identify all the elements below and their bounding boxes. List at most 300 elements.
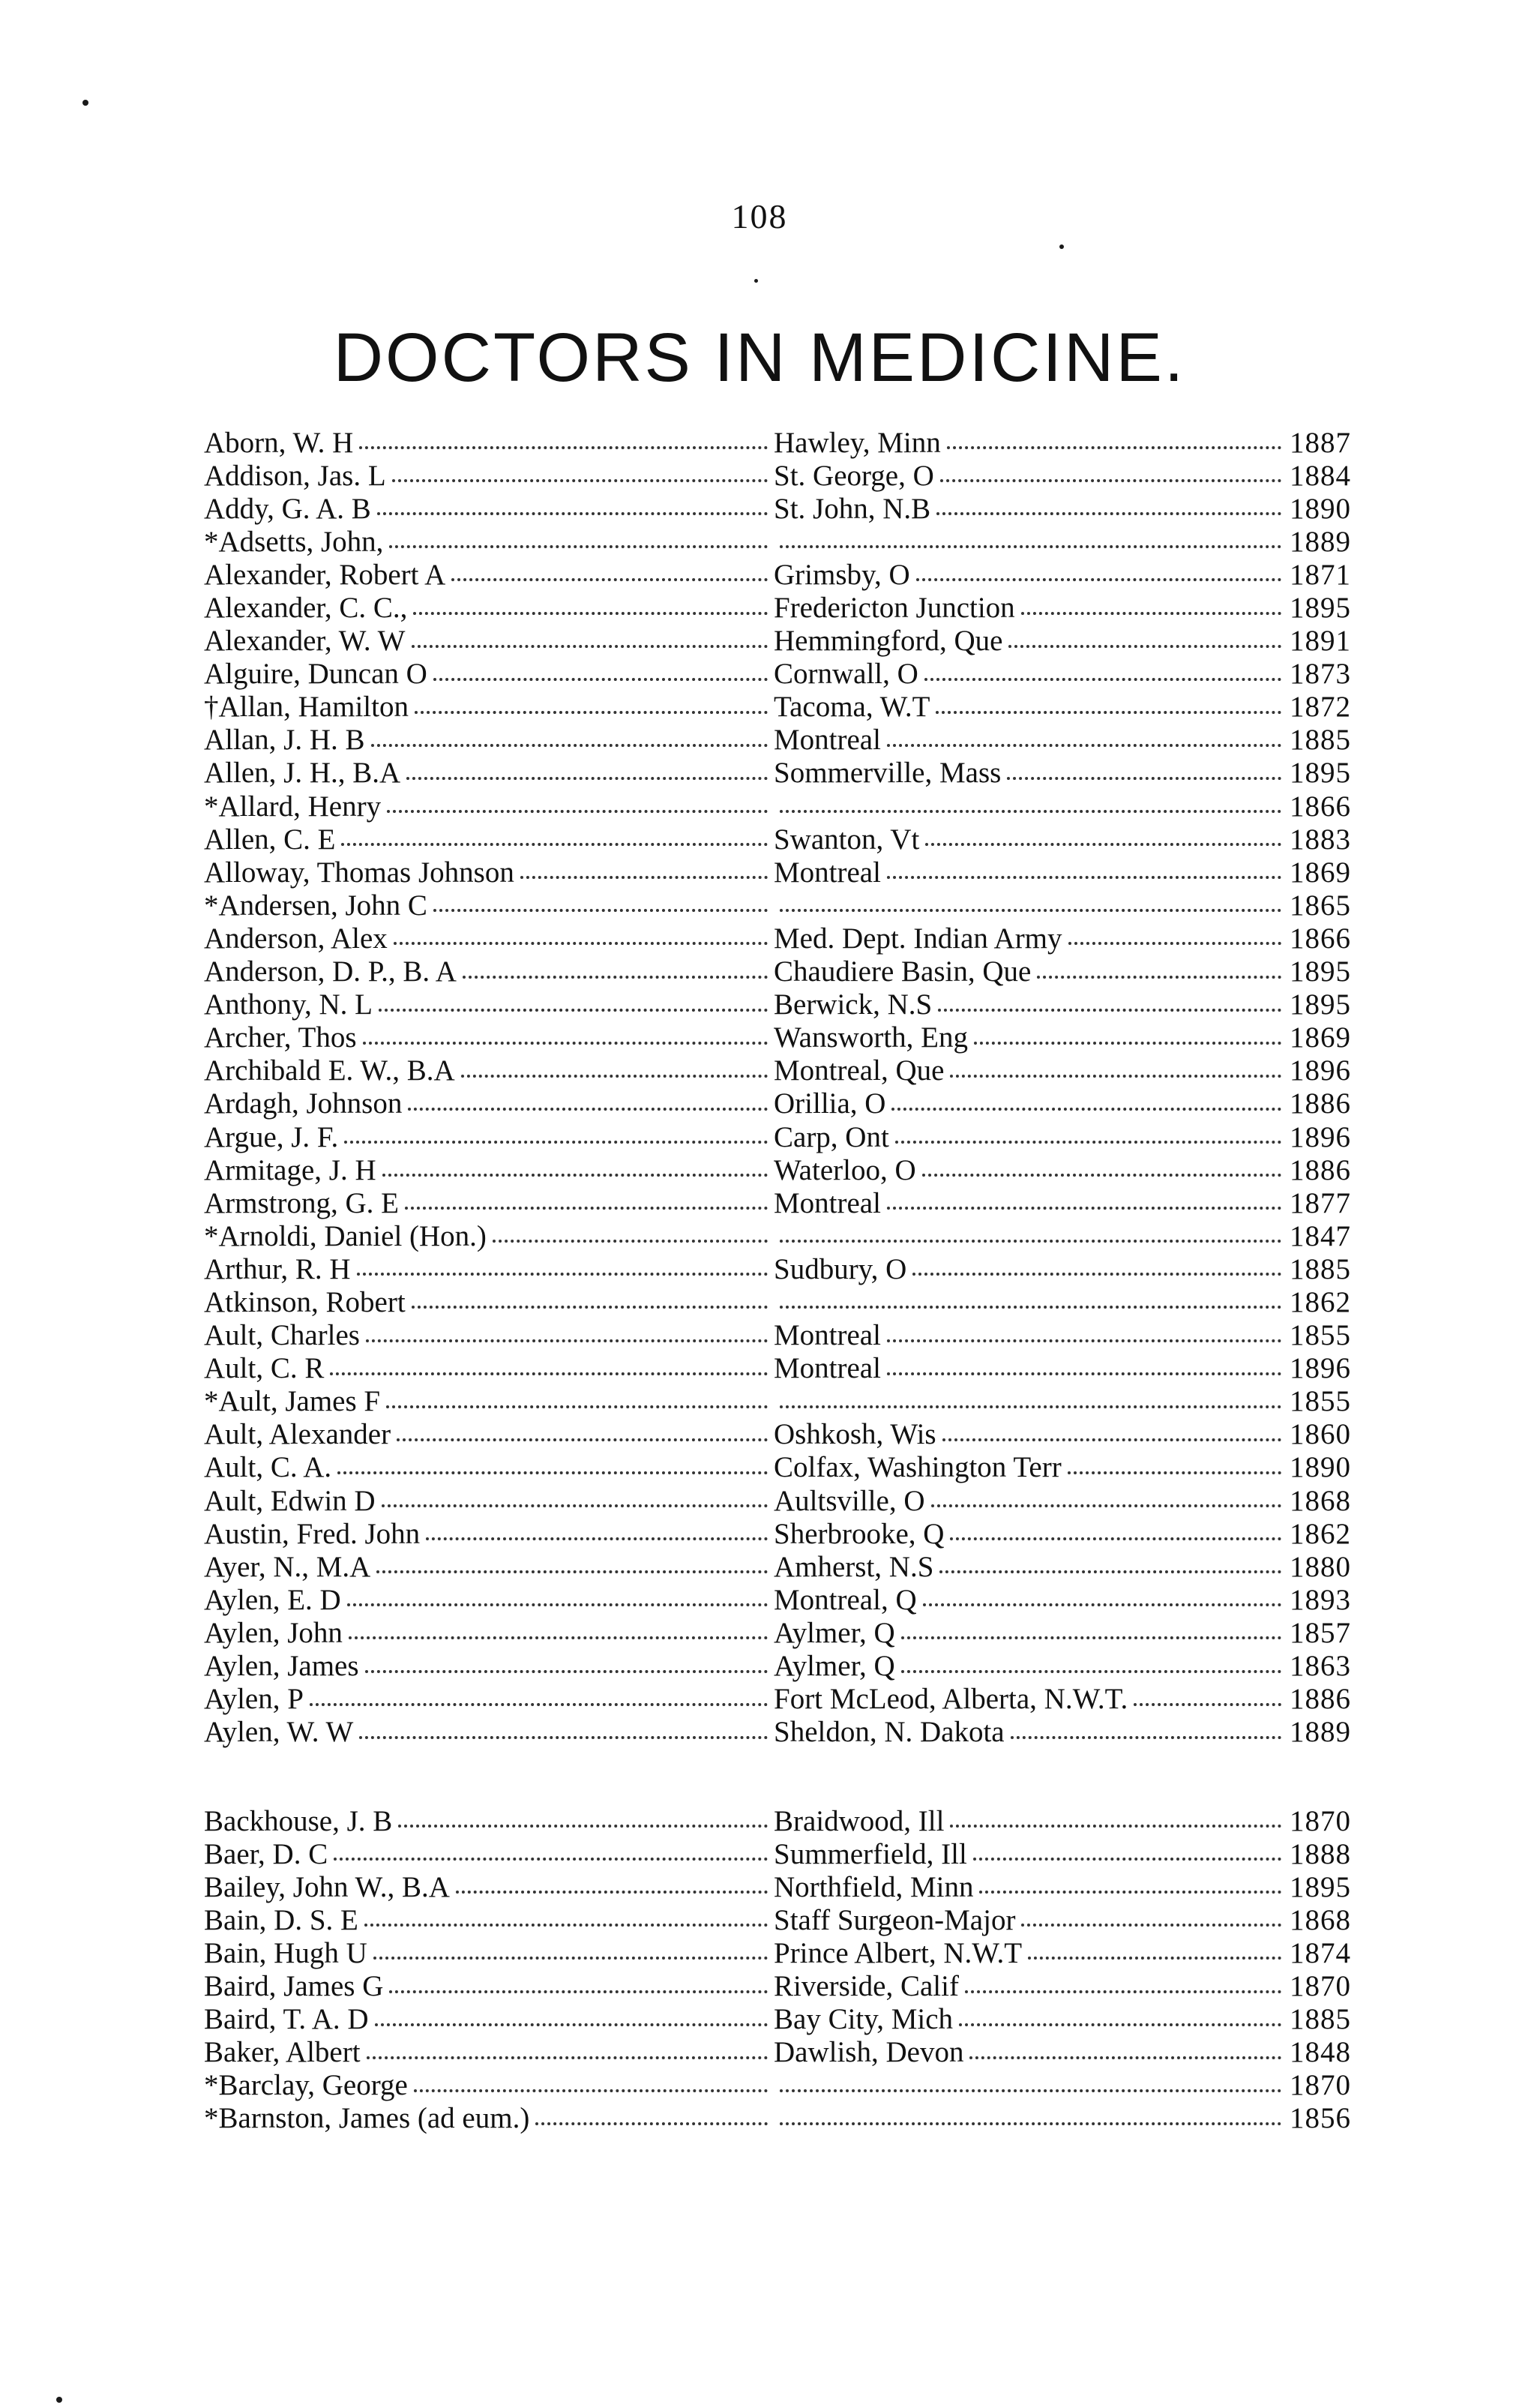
dot-leader: [367, 2056, 768, 2059]
entry-name-cell: [204, 1616, 774, 1650]
entry-year: 1888: [1290, 1837, 1351, 1870]
entry-place: Waterloo, O: [774, 1153, 916, 1186]
entry-name-cell: [204, 525, 774, 559]
list-item: [204, 2069, 1351, 2102]
entry-place-cell: [774, 1804, 1287, 1838]
entry-place-cell: [774, 2035, 1287, 2069]
dot-leader: [1028, 1957, 1281, 1960]
entry-name: Addison, Jas. L: [204, 459, 386, 492]
dot-leader: [780, 1306, 1281, 1309]
entry-place: Wansworth, Eng: [774, 1021, 968, 1054]
dot-leader: [387, 810, 768, 813]
entry-place: Chaudiere Basin, Que: [774, 955, 1032, 988]
dot-leader: [397, 1438, 768, 1441]
entry-year: 1884: [1290, 459, 1351, 492]
dot-leader: [386, 1405, 768, 1408]
list-item: [204, 889, 1351, 922]
entry-year: 1896: [1290, 1352, 1351, 1385]
entry-place: Summerfield, Ill: [774, 1837, 967, 1870]
list-item: [204, 525, 1351, 558]
dot-leader: [1134, 1703, 1281, 1706]
page-speck: [1059, 244, 1064, 249]
entry-name-cell: [204, 1550, 774, 1584]
entry-place: Bay City, Mich: [774, 2003, 954, 2036]
entry-name-cell: [204, 591, 774, 625]
entry-name: Allan, J. H. B: [204, 724, 365, 757]
entry-name: Alguire, Duncan O: [204, 658, 427, 691]
entry-place: Braidwood, Ill: [774, 1804, 945, 1837]
list-item: [204, 591, 1351, 624]
entry-place-cell: [774, 1903, 1287, 1937]
entry-name: Ault, Edwin D: [204, 1484, 376, 1517]
entry-year: 1885: [1290, 1252, 1351, 1285]
entry-year: 1886: [1290, 1087, 1351, 1120]
list-item: [204, 658, 1351, 691]
entry-name: Addy, G. A. B: [204, 492, 371, 525]
entry-place-cell: [774, 1295, 1287, 1309]
dot-leader: [451, 578, 768, 581]
entry-name-cell: [204, 756, 774, 790]
entry-place-cell: [774, 1682, 1287, 1716]
dot-leader: [974, 1042, 1281, 1045]
dot-leader: [376, 1570, 768, 1573]
entry-place: Montreal, Q: [774, 1583, 917, 1616]
dot-leader: [924, 678, 1281, 681]
dot-leader: [901, 1636, 1281, 1639]
list-item: [204, 691, 1351, 724]
dot-leader: [344, 1141, 768, 1144]
dot-leader: [426, 1537, 768, 1540]
dot-leader: [382, 1174, 768, 1177]
entry-name: Aylen, W. W: [204, 1716, 354, 1749]
entry-place: Aylmer, Q: [774, 1616, 895, 1649]
entry-name: Ayer, N., M.A: [204, 1550, 371, 1583]
dot-leader: [780, 1405, 1281, 1408]
dot-leader: [938, 1009, 1281, 1012]
entry-name: *Ault, James F: [204, 1385, 381, 1418]
entry-name: Archibald E. W., B.A: [204, 1054, 455, 1087]
list-item: [204, 1451, 1351, 1484]
entry-name-cell: [204, 1351, 774, 1385]
entry-year: 1895: [1290, 955, 1351, 988]
entry-year: 1893: [1290, 1583, 1351, 1616]
entry-place-cell: [774, 1649, 1287, 1683]
entry-place-cell: [774, 1229, 1287, 1243]
dot-leader: [959, 2023, 1281, 2026]
entry-place: Aultsville, O: [774, 1484, 925, 1517]
entry-place-cell: [774, 1153, 1287, 1187]
entry-name-cell: [204, 1583, 774, 1617]
list-item: [204, 492, 1351, 525]
entry-place-cell: [774, 988, 1287, 1021]
entry-place-cell: [774, 1616, 1287, 1650]
entry-name: Aborn, W. H: [204, 426, 354, 459]
entry-name-cell: [204, 1903, 774, 1937]
entry-place-cell: [774, 2112, 1287, 2125]
list-item: [204, 1484, 1351, 1517]
dot-leader: [382, 1504, 768, 1507]
entry-name-cell: [204, 558, 774, 592]
entry-place: Berwick, N.S: [774, 988, 933, 1021]
entry-year: 1870: [1290, 1970, 1351, 2003]
dot-leader: [887, 876, 1281, 879]
entry-year: 1885: [1290, 2003, 1351, 2036]
dot-leader: [405, 1207, 768, 1210]
entry-name-cell: [204, 2002, 774, 2036]
entry-place-cell: [774, 1395, 1287, 1408]
dot-leader: [887, 1207, 1281, 1210]
dot-leader: [1037, 976, 1281, 979]
entry-year: 1847: [1290, 1219, 1351, 1252]
dot-leader: [337, 1471, 768, 1474]
dot-leader: [925, 843, 1281, 846]
dot-leader: [922, 1174, 1281, 1177]
dot-leader: [942, 1438, 1281, 1441]
dot-leader: [364, 1924, 768, 1927]
entry-name-cell: [204, 790, 774, 823]
dot-leader: [936, 711, 1281, 714]
entry-place: Amherst, N.S: [774, 1550, 934, 1583]
list-item: [204, 1649, 1351, 1682]
dot-leader: [901, 1670, 1281, 1673]
entry-place: Oshkosh, Wis: [774, 1418, 936, 1451]
entry-year: 1889: [1290, 525, 1351, 558]
dot-leader: [916, 578, 1281, 581]
entry-name-cell: [204, 492, 774, 526]
entry-name: Backhouse, J. B: [204, 1804, 393, 1837]
entry-place: Aylmer, Q: [774, 1650, 895, 1683]
entry-place-cell: [774, 459, 1287, 493]
dot-leader: [939, 1570, 1281, 1573]
list-item: [204, 988, 1351, 1021]
entry-place-cell: [774, 558, 1287, 592]
entry-place-cell: [774, 1351, 1287, 1385]
dot-leader: [973, 1858, 1281, 1861]
list-item: [204, 1716, 1351, 1749]
entry-place-cell: [774, 492, 1287, 526]
list-item: [204, 1219, 1351, 1252]
dot-leader: [1007, 777, 1281, 780]
dot-leader: [887, 744, 1281, 747]
list-item: [204, 1804, 1351, 1837]
entry-name: Ault, C. A.: [204, 1451, 332, 1484]
list-item: [204, 1252, 1351, 1285]
list-item: [204, 625, 1351, 658]
dot-leader: [520, 876, 768, 879]
dot-leader: [780, 545, 1281, 548]
dot-leader: [413, 612, 768, 615]
list-item: [204, 922, 1351, 955]
list-item: [204, 1120, 1351, 1153]
dot-leader: [535, 2122, 768, 2125]
entry-place-cell: [774, 591, 1287, 625]
entry-place-cell: [774, 1484, 1287, 1518]
dot-leader: [969, 2056, 1281, 2059]
entry-place: Northfield, Minn: [774, 1870, 974, 1903]
list-item: [204, 757, 1351, 790]
entry-year: 1896: [1290, 1120, 1351, 1153]
entry-name: Armstrong, G. E: [204, 1186, 399, 1219]
entry-name: Bain, D. S. E: [204, 1903, 358, 1936]
entry-name-cell: [204, 1252, 774, 1286]
dot-leader: [414, 2089, 768, 2092]
entry-year: 1877: [1290, 1186, 1351, 1219]
entry-place-cell: [774, 1517, 1287, 1551]
entry-year: 1866: [1290, 790, 1351, 823]
dot-leader: [365, 1670, 768, 1673]
entry-year: 1890: [1290, 1451, 1351, 1484]
entry-name-cell: [204, 922, 774, 955]
entry-name: Aylen, E. D: [204, 1583, 341, 1616]
page-speck: [754, 279, 758, 283]
entry-name-cell: [204, 1682, 774, 1716]
list-item: [204, 1936, 1351, 1969]
entry-name: Ault, Charles: [204, 1319, 360, 1352]
entry-place: Swanton, Vt: [774, 823, 920, 856]
entry-place: Staff Surgeon-Major: [774, 1903, 1016, 1936]
entry-name-cell: [204, 723, 774, 757]
dot-leader: [389, 545, 768, 548]
entry-place: Montreal: [774, 1319, 881, 1352]
dot-leader: [887, 1372, 1281, 1375]
entry-name-cell: [204, 657, 774, 691]
page-speck: [82, 100, 88, 106]
entry-place: Sudbury, O: [774, 1252, 907, 1285]
entry-place-cell: [774, 624, 1287, 658]
entry-place: Sheldon, N. Dakota: [774, 1716, 1005, 1749]
entry-name-cell: [204, 1804, 774, 1838]
entry-place: Sherbrooke, Q: [774, 1517, 945, 1550]
entry-name: Baird, T. A. D: [204, 2003, 369, 2036]
entry-name: *Andersen, John C: [204, 889, 427, 922]
list-item: [204, 1087, 1351, 1120]
dot-leader: [363, 1042, 768, 1045]
list-item: [204, 790, 1351, 823]
entry-place-cell: [774, 799, 1287, 813]
entry-name: Aylen, James: [204, 1650, 359, 1683]
entry-year: 1873: [1290, 658, 1351, 691]
entry-place: Fredericton Junction: [774, 592, 1015, 625]
entry-year: 1886: [1290, 1683, 1351, 1716]
entry-name: Alexander, C. C.,: [204, 592, 408, 625]
entry-name-cell: [204, 690, 774, 724]
list-item: [204, 1837, 1351, 1870]
entry-name-cell: [204, 1837, 774, 1871]
entry-name-cell: [204, 1870, 774, 1904]
entry-name-cell: [204, 624, 774, 658]
entry-year: 1874: [1290, 1936, 1351, 1969]
entry-name: Bain, Hugh U: [204, 1936, 367, 1969]
entry-place-cell: [774, 1087, 1287, 1120]
page-title: DOCTORS IN MEDICINE.: [333, 319, 1186, 396]
list-item: [204, 1021, 1351, 1054]
list-item: [204, 1285, 1351, 1318]
entry-place: Fort McLeod, Alberta, N.W.T.: [774, 1683, 1128, 1716]
dot-leader: [780, 1240, 1281, 1243]
entry-place-cell: [774, 426, 1287, 460]
dot-leader: [923, 1603, 1281, 1606]
entry-year: 1862: [1290, 1285, 1351, 1318]
entry-name-cell: [204, 1484, 774, 1518]
entry-name: Ault, Alexander: [204, 1418, 391, 1451]
dot-leader: [359, 1736, 768, 1739]
entry-place-cell: [774, 657, 1287, 691]
entry-place-cell: [774, 856, 1287, 889]
list-item: [204, 1153, 1351, 1186]
entry-name-cell: [204, 1087, 774, 1120]
entry-name-cell: [204, 1318, 774, 1352]
list-item: [204, 2003, 1351, 2036]
dot-leader: [375, 2023, 768, 2026]
entry-name-cell: [204, 1021, 774, 1054]
dot-leader: [366, 1339, 768, 1342]
entry-name-cell: [204, 2101, 774, 2135]
dot-leader: [936, 512, 1281, 515]
entry-name-cell: [204, 1936, 774, 1970]
entry-year: 1896: [1290, 1054, 1351, 1087]
dot-leader: [359, 446, 768, 449]
entry-name-cell: [204, 955, 774, 988]
list-item: [204, 1186, 1351, 1219]
dot-leader: [394, 942, 768, 945]
entry-year: 1870: [1290, 1804, 1351, 1837]
dot-leader: [1011, 1736, 1281, 1739]
dot-leader: [406, 777, 768, 780]
entry-name-cell: [204, 823, 774, 856]
list-item: [204, 426, 1351, 459]
list-item: [204, 1385, 1351, 1418]
entry-name: Allen, C. E: [204, 823, 336, 856]
entry-year: 1883: [1290, 823, 1351, 856]
page-speck: [56, 2397, 62, 2403]
entry-place: Med. Dept. Indian Army: [774, 922, 1062, 955]
entry-place-cell: [774, 1252, 1287, 1286]
entry-name-cell: [204, 2068, 774, 2102]
entry-name-cell: [204, 889, 774, 922]
dot-leader: [349, 1636, 768, 1639]
dot-leader: [412, 645, 768, 648]
entry-place-cell: [774, 1021, 1287, 1054]
entry-year: 1885: [1290, 724, 1351, 757]
entry-name: Arthur, R. H: [204, 1252, 351, 1285]
entry-name-cell: [204, 1969, 774, 2003]
entry-year: 1895: [1290, 592, 1351, 625]
entry-year: 1872: [1290, 691, 1351, 724]
entry-name: Bailey, John W., B.A: [204, 1870, 450, 1903]
entry-name: Baird, James G: [204, 1970, 384, 2003]
entry-place: Riverside, Calif: [774, 1970, 959, 2003]
entry-place: Montreal: [774, 724, 881, 757]
dot-leader: [979, 1891, 1281, 1894]
list-item: [204, 1319, 1351, 1352]
dot-leader: [357, 1273, 768, 1276]
entry-name-cell: [204, 1186, 774, 1220]
entry-year: 1868: [1290, 1903, 1351, 1936]
entry-name-cell: [204, 1715, 774, 1749]
list-item: [204, 2036, 1351, 2069]
dot-leader: [950, 1825, 1281, 1828]
list-item: [204, 1683, 1351, 1716]
dot-leader: [965, 1990, 1281, 1993]
dot-leader: [408, 1108, 768, 1111]
entry-list-a: [204, 426, 1351, 1749]
entry-name: Baker, Albert: [204, 2036, 361, 2069]
entry-name-cell: [204, 1054, 774, 1087]
entry-place: Montreal: [774, 1186, 881, 1219]
dot-leader: [1068, 942, 1281, 945]
dot-leader: [912, 1273, 1281, 1276]
dot-leader: [392, 479, 768, 482]
dot-leader: [493, 1240, 768, 1243]
entry-year: 1860: [1290, 1418, 1351, 1451]
entry-place-cell: [774, 1837, 1287, 1871]
dot-leader: [461, 1075, 768, 1078]
entry-place-cell: [774, 823, 1287, 856]
dot-leader: [1021, 1924, 1281, 1927]
entry-place: Carp, Ont: [774, 1120, 889, 1153]
entry-name: †Allan, Hamilton: [204, 691, 409, 724]
entry-name: Armitage, J. H: [204, 1153, 376, 1186]
dot-leader: [379, 1009, 768, 1012]
entry-name: Anderson, D. P., B. A: [204, 955, 457, 988]
entry-name: Argue, J. F.: [204, 1120, 339, 1153]
entry-year: 1856: [1290, 2102, 1351, 2135]
entry-year: 1880: [1290, 1550, 1351, 1583]
dot-leader: [950, 1537, 1281, 1540]
entry-name-cell: [204, 988, 774, 1021]
dot-leader: [1068, 1471, 1281, 1474]
entry-place-cell: [774, 1186, 1287, 1220]
entry-year: 1895: [1290, 1870, 1351, 1903]
entry-name-cell: [204, 2035, 774, 2069]
entry-place: Prince Albert, N.W.T: [774, 1936, 1023, 1969]
dot-leader: [398, 1825, 768, 1828]
entry-name-cell: [204, 1417, 774, 1451]
dot-leader: [1008, 645, 1281, 648]
list-item: [204, 1870, 1351, 1903]
entry-place-cell: [774, 898, 1287, 912]
entry-name: Ardagh, Johnson: [204, 1087, 403, 1120]
entry-name-cell: [204, 856, 774, 889]
entry-place-cell: [774, 1936, 1287, 1970]
entry-year: 1863: [1290, 1650, 1351, 1683]
page-number: 108: [731, 197, 788, 235]
entry-place-cell: [774, 1120, 1287, 1154]
list-item: [204, 1550, 1351, 1583]
entry-place-cell: [774, 1969, 1287, 2003]
dot-leader: [780, 2122, 1281, 2125]
entry-year: 1886: [1290, 1153, 1351, 1186]
entry-place: Montreal: [774, 1352, 881, 1385]
list-item: [204, 2102, 1351, 2135]
list-item: [204, 1616, 1351, 1649]
list-item: [204, 1352, 1351, 1385]
list-item: [204, 955, 1351, 988]
dot-leader: [950, 1075, 1281, 1078]
entry-list-b: [204, 1804, 1351, 2135]
entry-name-cell: [204, 1450, 774, 1484]
entry-place: Cornwall, O: [774, 658, 918, 691]
dot-leader: [940, 479, 1281, 482]
list-item: [204, 1969, 1351, 2002]
dot-leader: [415, 711, 768, 714]
entry-place-cell: [774, 1583, 1287, 1617]
entry-name: Alexander, Robert A: [204, 558, 446, 591]
list-item: [204, 558, 1351, 591]
dot-leader: [330, 1372, 768, 1375]
entry-place: Orillia, O: [774, 1087, 886, 1120]
entry-name-cell: [204, 426, 774, 460]
